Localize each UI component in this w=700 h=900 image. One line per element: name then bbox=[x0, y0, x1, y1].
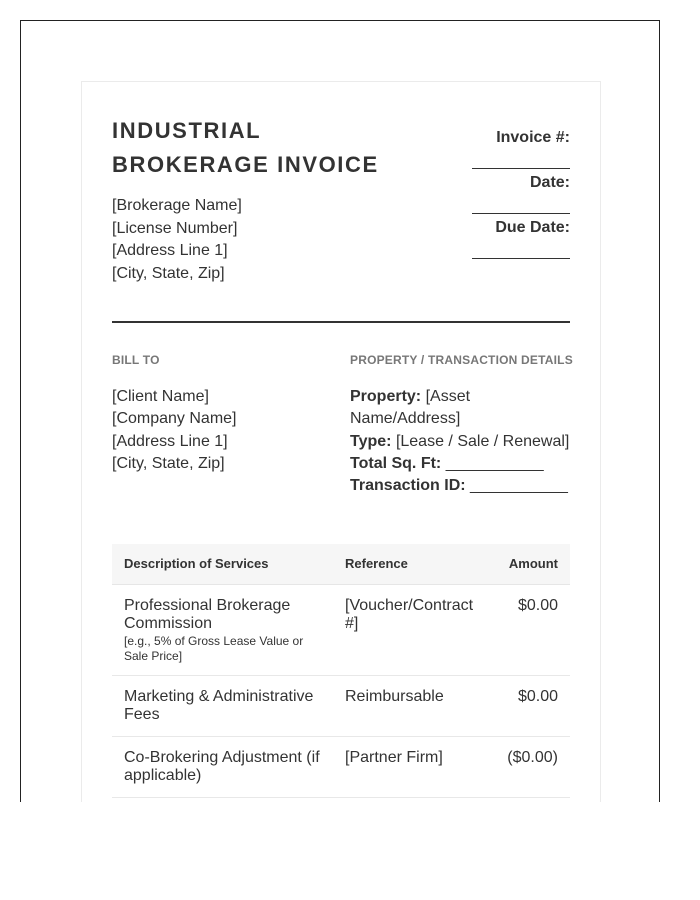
due-date-label: Due Date: bbox=[495, 219, 570, 236]
property-details bbox=[350, 386, 580, 497]
date-field[interactable] bbox=[472, 213, 570, 214]
type-row bbox=[350, 431, 580, 453]
invoice-title bbox=[112, 114, 379, 182]
row-reference: Reimbursable bbox=[345, 688, 444, 705]
row-description-note: [e.g., 5% of Gross Lease Value or Sale Price] bbox=[124, 634, 304, 663]
table-header bbox=[112, 544, 570, 585]
invoice-number-label: Invoice #: bbox=[496, 129, 570, 146]
title-line-2: BROKERAGE INVOICE bbox=[112, 152, 379, 177]
sqft-row bbox=[350, 453, 580, 475]
brokerage-city-state-zip: [City, State, Zip] bbox=[112, 264, 225, 282]
date-label: Date: bbox=[529, 174, 570, 191]
row-description: Marketing & Administrative Fees bbox=[124, 688, 314, 723]
row-amount: ($0.00) bbox=[507, 749, 558, 766]
client-city-state-zip: [City, State, Zip] bbox=[112, 454, 225, 472]
client-address-line: [Address Line 1] bbox=[112, 432, 228, 450]
invoice-number-field[interactable] bbox=[472, 168, 570, 169]
type-label: Type: bbox=[350, 432, 392, 450]
due-date-field[interactable] bbox=[472, 258, 570, 259]
property-value: [Asset bbox=[425, 388, 471, 405]
row-amount: $0.00 bbox=[517, 688, 558, 705]
transaction-id-row bbox=[350, 475, 580, 497]
company-name: [Company Name] bbox=[112, 410, 237, 428]
header-description: Description of Services bbox=[124, 556, 269, 571]
brokerage-address-line: [Address Line 1] bbox=[112, 242, 228, 259]
bill-to-block bbox=[112, 386, 237, 475]
row-amount: $0.00 bbox=[517, 597, 558, 614]
table-row bbox=[112, 737, 570, 798]
type-value: [Lease / Sale / Renewal] bbox=[395, 432, 570, 450]
property-value-continued: Name/Address] bbox=[350, 410, 461, 428]
header-divider bbox=[112, 321, 570, 323]
row-description: Professional Brokerage Commission bbox=[124, 597, 291, 632]
sqft-value: ___________ bbox=[445, 454, 544, 472]
title-line-1: INDUSTRIAL bbox=[112, 118, 262, 143]
brokerage-address bbox=[112, 195, 242, 285]
services-table bbox=[112, 544, 570, 798]
table-row bbox=[112, 676, 570, 737]
row-description-cell bbox=[124, 597, 329, 664]
property-row bbox=[350, 386, 580, 408]
bill-to-heading: BILL TO bbox=[112, 353, 160, 367]
transaction-id-label: Transaction ID: bbox=[350, 477, 466, 495]
sqft-label: Total Sq. Ft: bbox=[350, 454, 442, 472]
brokerage-name: [Brokerage Name] bbox=[112, 197, 242, 214]
license-number: [License Number] bbox=[112, 219, 238, 237]
table-row bbox=[112, 585, 570, 676]
property-label: Property: bbox=[350, 388, 422, 405]
header-reference: Reference bbox=[345, 556, 408, 571]
row-reference: [Voucher/Contract #] bbox=[345, 597, 474, 632]
row-description: Co-Brokering Adjustment (if applicable) bbox=[124, 749, 320, 784]
transaction-id-value: ___________ bbox=[470, 477, 568, 495]
row-reference: [Partner Firm] bbox=[345, 749, 443, 766]
property-heading: PROPERTY / TRANSACTION DETAILS bbox=[350, 353, 573, 367]
header-amount: Amount bbox=[508, 556, 558, 571]
client-name: [Client Name] bbox=[112, 388, 209, 405]
